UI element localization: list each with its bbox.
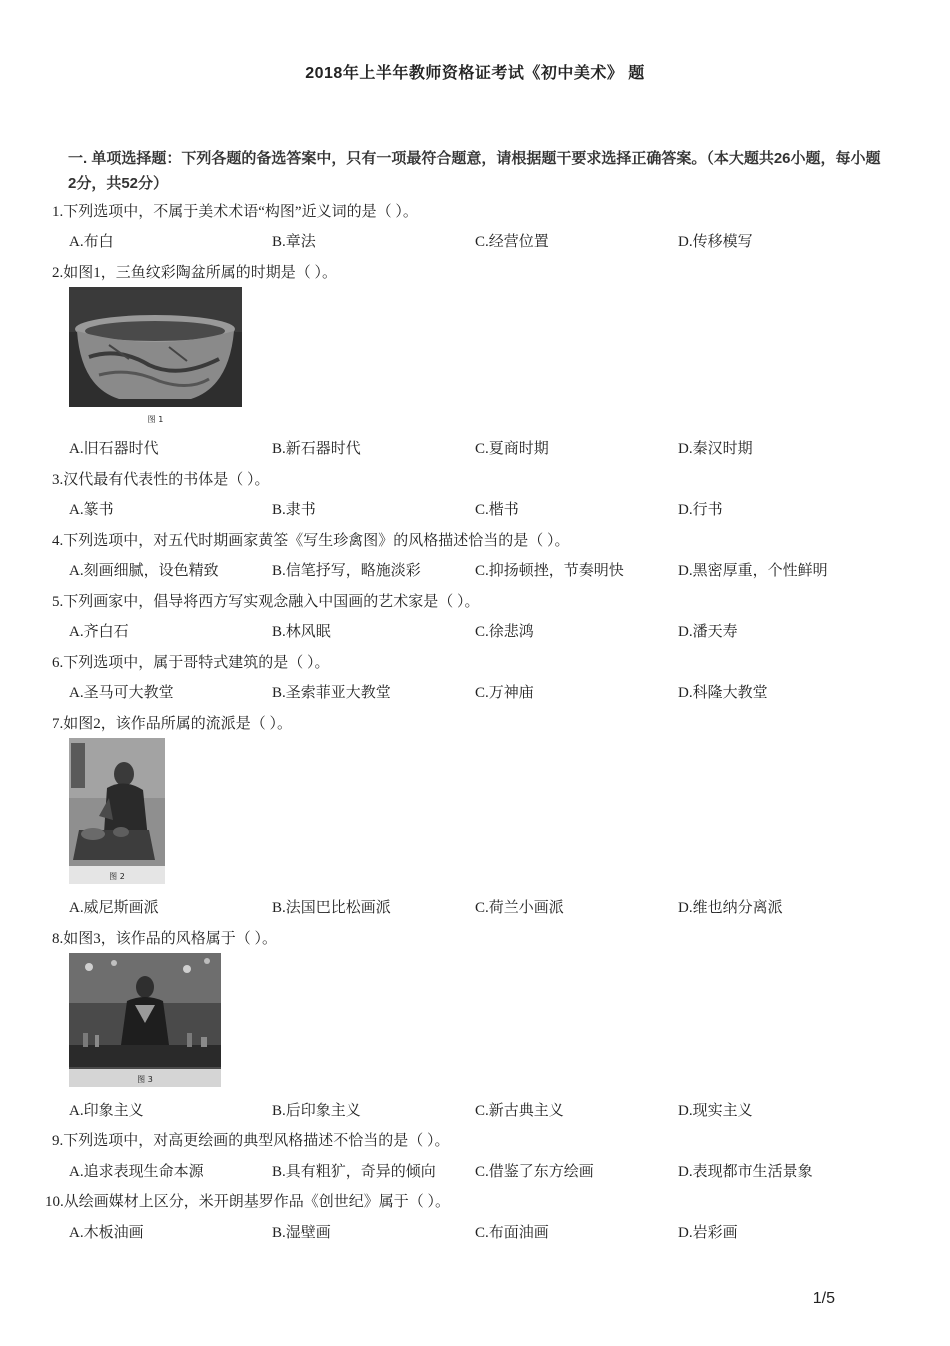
option-b: B.信笔抒写，略施淡彩	[272, 563, 421, 579]
option-c: C.徐悲鸿	[475, 624, 534, 640]
question-1-options	[69, 232, 929, 252]
option-c: C.借鉴了东方绘画	[475, 1164, 594, 1180]
bar-scene-painting-illustration	[69, 953, 221, 1087]
option-b: B.具有粗犷，奇异的倾向	[272, 1164, 436, 1180]
option-b: B.法国巴比松画派	[272, 900, 391, 916]
figure-2-painting-image	[69, 738, 165, 884]
figure-caption: 图 3	[137, 1075, 153, 1084]
page-number: 1/5	[812, 1290, 835, 1307]
question-5-stem: 5.下列画家中，倡导将西方写实观念融入中国画的艺术家是（ ）。	[52, 594, 480, 610]
question-1-stem: 1.下列选项中，不属于美术术语“构图”近义词的是（ ）。	[52, 204, 418, 220]
option-c: C.经营位置	[475, 234, 549, 250]
question-9-stem: 9.下列选项中，对高更绘画的典型风格描述不恰当的是（ ）。	[52, 1133, 450, 1149]
option-d: D.维也纳分离派	[678, 900, 783, 916]
question-4-options	[69, 561, 929, 581]
figure-caption: 图 2	[109, 872, 125, 881]
option-a: A.篆书	[69, 502, 114, 518]
question-3-stem: 3.汉代最有代表性的书体是（ ）。	[52, 472, 270, 488]
question-6-options	[69, 683, 929, 703]
option-a: A.齐白石	[69, 624, 129, 640]
option-b: B.湿壁画	[272, 1225, 331, 1241]
question-10-stem: 10.从绘画媒材上区分，米开朗基罗作品《创世纪》属于（ ）。	[45, 1194, 451, 1210]
option-b: B.圣索菲亚大教堂	[272, 685, 391, 701]
option-c: C.新古典主义	[475, 1103, 564, 1119]
option-b: B.章法	[272, 234, 316, 250]
option-a: A.追求表现生命本源	[69, 1164, 204, 1180]
option-d: D.科隆大教堂	[678, 685, 768, 701]
figure-caption: 图 1	[147, 415, 164, 424]
option-a: A.圣马可大教堂	[69, 685, 174, 701]
figure-1-pottery-basin-image	[69, 287, 242, 427]
option-c: C.荷兰小画派	[475, 900, 564, 916]
page-title: 2018年上半年教师资格证考试《初中美术》 题	[305, 65, 645, 82]
option-c: C.夏商时期	[475, 441, 549, 457]
option-d: D.潘天寿	[678, 624, 738, 640]
option-a: A.印象主义	[69, 1103, 144, 1119]
option-a: A.布白	[69, 234, 114, 250]
question-2-stem: 2.如图1，三鱼纹彩陶盆所属的时期是（ ）。	[52, 265, 338, 281]
option-b: B.隶书	[272, 502, 316, 518]
option-a: A.刻画细腻，设色精致	[69, 563, 219, 579]
option-d: D.岩彩画	[678, 1225, 738, 1241]
question-7-stem: 7.如图2，该作品所属的流派是（ ）。	[52, 716, 293, 732]
question-2-options	[69, 439, 929, 459]
option-d: D.黑密厚重，个性鲜明	[678, 563, 828, 579]
question-8-options	[69, 1101, 929, 1121]
option-a: A.威尼斯画派	[69, 900, 159, 916]
option-b: B.林风眠	[272, 624, 331, 640]
question-9-options	[69, 1162, 929, 1182]
figure-3-painting-image	[69, 953, 221, 1087]
pottery-basin-illustration	[69, 287, 242, 427]
option-b: B.新石器时代	[272, 441, 361, 457]
option-c: C.抑扬顿挫，节奏明快	[475, 563, 624, 579]
question-4-stem: 4.下列选项中，对五代时期画家黄筌《写生珍禽图》的风格描述恰当的是（ ）。	[52, 533, 570, 549]
option-c: C.布面油画	[475, 1225, 549, 1241]
option-d: D.秦汉时期	[678, 441, 753, 457]
section-heading: 一. 单项选择题：下列各题的备选答案中，只有一项最符合题意，请根据题干要求选择正确答案。（本大题共26小题，每小题2分，共52分）	[68, 150, 881, 192]
option-c: C.万神庙	[475, 685, 534, 701]
option-a: A.木板油画	[69, 1225, 144, 1241]
option-d: D.表现都市生活景象	[678, 1164, 813, 1180]
option-c: C.楷书	[475, 502, 519, 518]
option-d: D.行书	[678, 502, 723, 518]
question-8-stem: 8.如图3，该作品的风格属于（ ）。	[52, 931, 278, 947]
option-b: B.后印象主义	[272, 1103, 361, 1119]
question-5-options	[69, 622, 929, 642]
question-3-options	[69, 500, 929, 520]
option-d: D.现实主义	[678, 1103, 753, 1119]
option-d: D.传移模写	[678, 234, 753, 250]
question-7-options	[69, 898, 929, 918]
option-a: A.旧石器时代	[69, 441, 159, 457]
question-6-stem: 6.下列选项中，属于哥特式建筑的是（ ）。	[52, 655, 330, 671]
milkmaid-painting-illustration	[69, 738, 165, 884]
question-10-options	[69, 1223, 929, 1243]
